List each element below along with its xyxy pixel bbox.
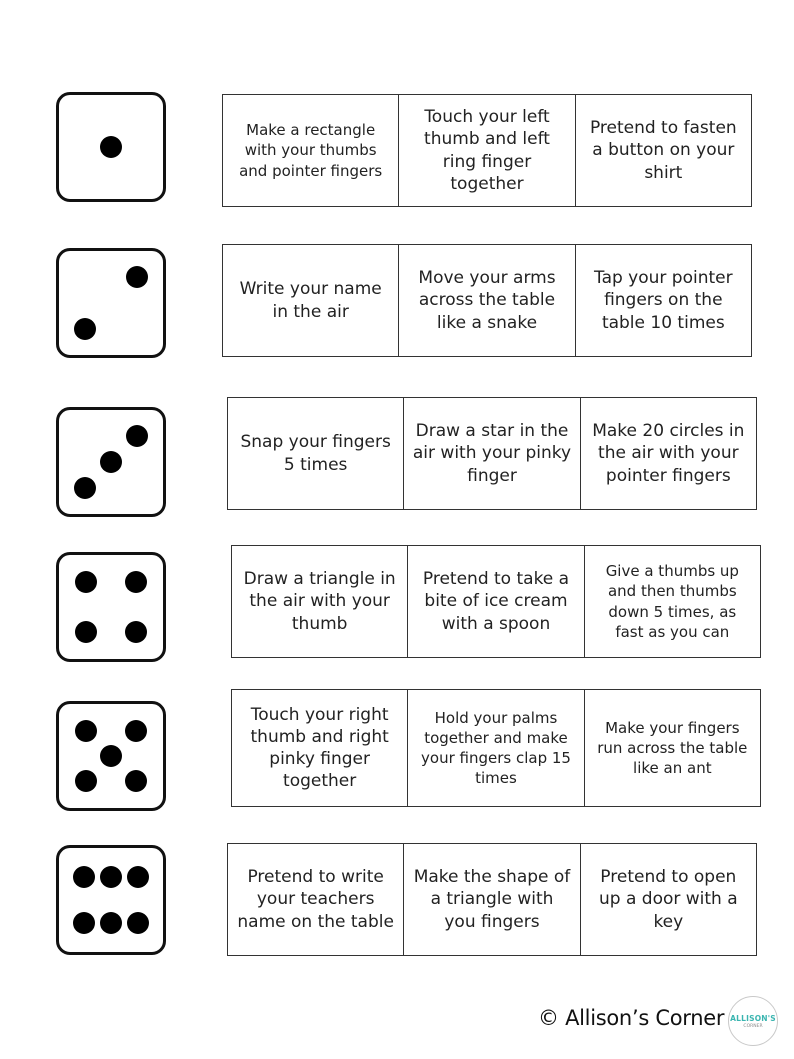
activity-cell: Write your name in the air: [239, 279, 382, 322]
activity-cell: Snap your fingers 5 times: [240, 432, 391, 475]
activity-row-3: [227, 397, 757, 510]
activity-cell: Touch your left thumb and left ring finger together: [398, 95, 574, 206]
die-pip: [100, 866, 122, 888]
allisons-corner-logo: [728, 996, 778, 1046]
activity-cell: Pretend to fasten a button on your shirt: [575, 95, 751, 206]
die-face-6: [56, 845, 166, 955]
activity-cell: Draw a triangle in the air with your thumb: [243, 569, 396, 634]
activity-cell: Hold your palms together and make your fingers clap 15 times: [407, 690, 583, 806]
die-pip: [127, 866, 149, 888]
die-pip: [74, 477, 96, 499]
die-pip: [73, 912, 95, 934]
activity-cell: Pretend to take a bite of ice cream with a spoon: [407, 546, 583, 657]
activity-cell: Give a thumbs up and then thumbs down 5 times, as fast as you can: [584, 546, 760, 657]
activity-row-1: [222, 94, 752, 207]
activity-row-4: [231, 545, 761, 658]
die-pip: [100, 136, 122, 158]
die-pip: [125, 621, 147, 643]
die-face-2: [56, 248, 166, 358]
activity-row-6: [227, 843, 757, 956]
die-pip: [75, 571, 97, 593]
activity-cell: Draw a star in the air with your pinky finger: [403, 398, 579, 509]
activity-cell: Pretend to open up a door with a key: [580, 844, 756, 955]
die-face-5: [56, 701, 166, 811]
logo-title: ALLISON'S: [730, 1013, 776, 1023]
activity-cell: Move your arms across the table like a snake: [398, 245, 574, 356]
copyright-text: © Allison’s Corner: [538, 1006, 725, 1030]
die-face-1: [56, 92, 166, 202]
activity-row-2: [222, 244, 752, 357]
die-face-4: [56, 552, 166, 662]
activity-cell: Tap your pointer fingers on the table 10 times: [575, 245, 751, 356]
die-pip: [100, 912, 122, 934]
die-pip: [125, 720, 147, 742]
die-pip: [127, 912, 149, 934]
activity-cell: Make your fingers run across the table like an ant: [584, 690, 760, 806]
die-pip: [100, 451, 122, 473]
die-pip: [125, 571, 147, 593]
die-pip: [126, 425, 148, 447]
logo-subtitle: CORNER: [743, 1023, 763, 1029]
activity-cell: Touch your right thumb and right pinky finger together: [250, 704, 389, 792]
activity-cell: Make the shape of a triangle with you fingers: [403, 844, 579, 955]
die-face-3: [56, 407, 166, 517]
die-pip: [75, 621, 97, 643]
activity-cell: Make 20 circles in the air with your pointer fingers: [580, 398, 756, 509]
die-pip: [100, 745, 122, 767]
activity-cell: Make a rectangle with your thumbs and pointer fingers: [239, 121, 383, 180]
die-pip: [73, 866, 95, 888]
die-pip: [125, 770, 147, 792]
die-pip: [75, 770, 97, 792]
die-pip: [126, 266, 148, 288]
activity-row-5: [231, 689, 761, 807]
die-pip: [74, 318, 96, 340]
activity-cell: Pretend to write your teachers name on the table: [237, 867, 394, 932]
die-pip: [75, 720, 97, 742]
